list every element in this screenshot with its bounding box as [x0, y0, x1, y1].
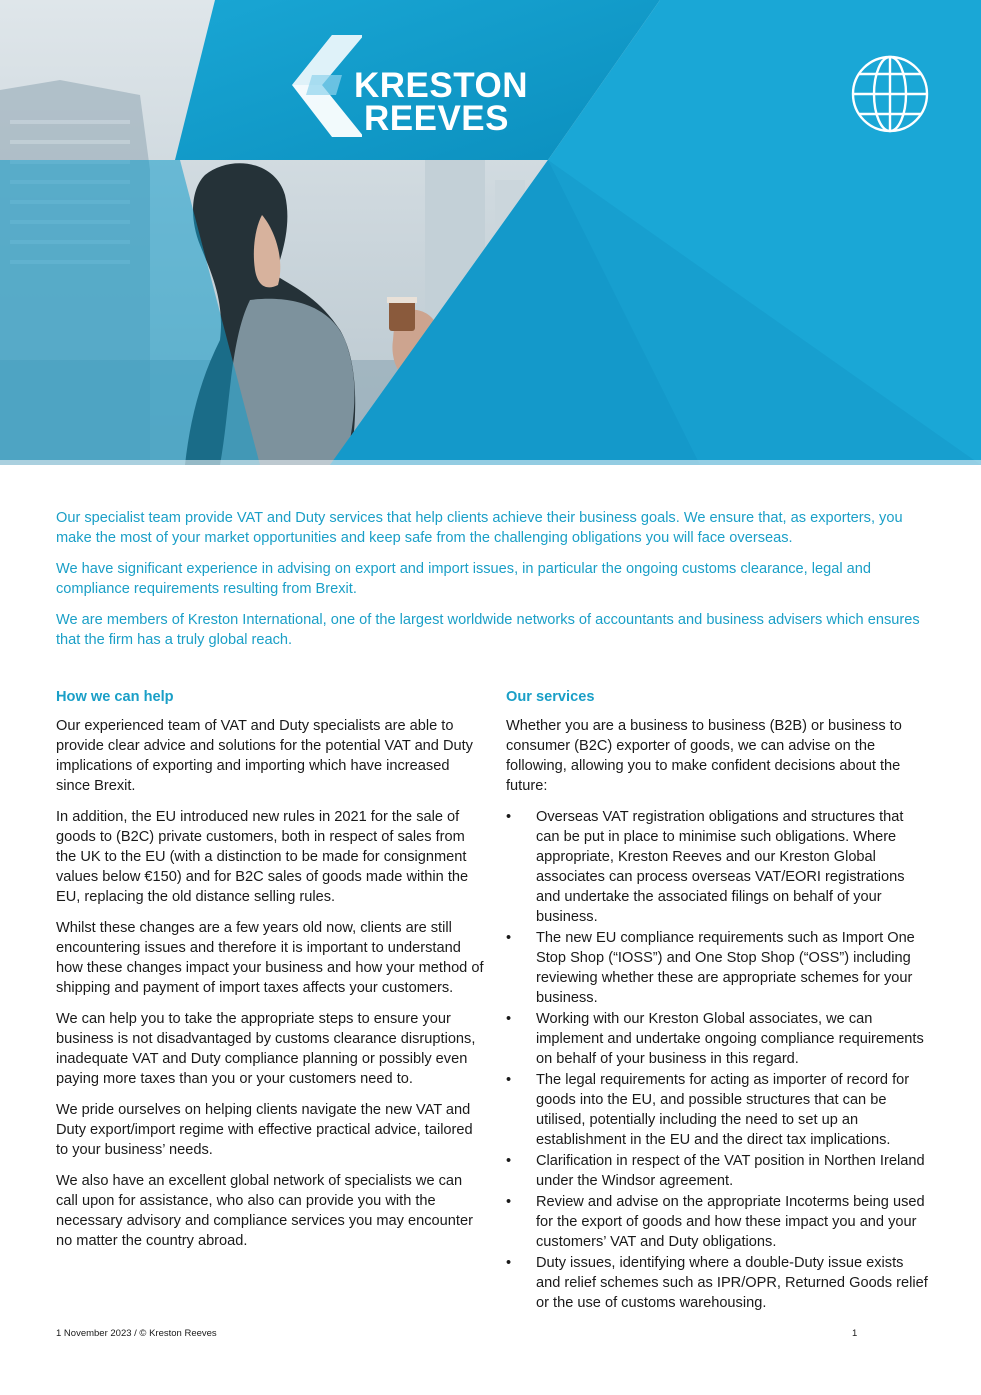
- logo-word-reeves: REEVES: [364, 99, 509, 138]
- list-item-text: Overseas VAT registration obligations and structures that can be put in place to minimise such obligations. Where appropriate, Kreston Reeves and our Kreston Global associates can process overseas VAT/EORI registrations and undertake the associated filings on behalf of your business.: [536, 809, 905, 925]
- our-services-heading: Our services: [506, 689, 595, 705]
- bullet-icon: •: [506, 1011, 512, 1027]
- intro-paragraph: We have significant experience in advising on export and import issues, in particular the ongoing customs clearance, legal and compliance requirements resulting from Brexit.: [56, 561, 872, 597]
- bullet-icon: •: [506, 1072, 512, 1088]
- list-item-text: The legal requirements for acting as importer of record for goods into the EU, and possible structures that can be utilised, potentially including the need to set up an establishment in the EU and the direct tax implications.: [536, 1072, 910, 1148]
- body-paragraph: In addition, the EU introduced new rules in 2021 for the sale of goods to (B2C) private customers, both in respect of sales from the UK to the EU (with a distinction to be made for consignment values below €150) and for B2C sales of goods made within the EU, replacing the old distance selling rules.: [56, 809, 469, 905]
- bullet-icon: •: [506, 1255, 512, 1271]
- list-item-text: The new EU compliance requirements such as Import One Stop Shop (“IOSS”) and One Stop Shop (“OSS”) including reviewing whether these are appropriate schemes for your business.: [536, 930, 915, 1006]
- list-item-text: Review and advise on the appropriate Incoterms being used for the export of goods and how these impact you and your customers’ VAT and Duty obligations.: [536, 1194, 925, 1250]
- bullet-icon: •: [506, 1194, 512, 1210]
- list-item: [506, 1009, 931, 1069]
- list-item: [506, 1070, 931, 1150]
- list-item-text: Clarification in respect of the VAT position in Northen Ireland under the Windsor agreement.: [536, 1153, 925, 1189]
- how-we-can-help-heading: How we can help: [56, 689, 174, 705]
- list-item: [506, 1253, 931, 1313]
- kreston-reeves-logo: [292, 35, 532, 137]
- list-item: [506, 1151, 931, 1191]
- hero-banner: [0, 0, 981, 465]
- list-item: [506, 807, 931, 927]
- list-item-text: Working with our Kreston Global associates, we can implement and undertake ongoing compliance requirements on behalf of your business in this regard.: [536, 1011, 924, 1067]
- our-services-section: [506, 687, 931, 1314]
- body-paragraph: We pride ourselves on helping clients navigate the new VAT and Duty export/import regime with effective practical advice, tailored to your business’ needs.: [56, 1102, 473, 1158]
- body-paragraph: We can help you to take the appropriate steps to ensure your business is not disadvantaged by customs clearance disruptions, inadequate VAT and Duty compliance planning or possibly even paying more taxes than you or your customers need to.: [56, 1011, 476, 1087]
- globe-icon: [850, 54, 930, 134]
- list-item-text: Duty issues, identifying where a double-Duty issue exists and relief schemes such as IPR/OPR, Returned Goods relief or the use of customs warehousing.: [536, 1255, 928, 1311]
- services-list: [506, 807, 931, 1313]
- bullet-icon: •: [506, 809, 512, 825]
- services-intro: Whether you are a business to business (B2B) or business to consumer (B2C) exporter of goods, we can advise on the following, allowing you to make confident decisions about the future:: [506, 718, 902, 794]
- intro-paragraph: Our specialist team provide VAT and Duty services that help clients achieve their business goals. We ensure that, as exporters, you make the most of your market opportunities and keep safe from the challenging obligations you will face overseas.: [56, 510, 903, 546]
- page-number: 1: [852, 1328, 858, 1339]
- list-item: [506, 928, 931, 1008]
- intro-paragraph: We are members of Kreston International, one of the largest worldwide networks of accountants and business advisers which ensures that the firm has a truly global reach.: [56, 612, 920, 648]
- body-paragraph: Whilst these changes are a few years old now, clients are still encountering issues and therefore it is important to understand how these changes impact your business and how your method of shipping and payment of import taxes affects your customers.: [56, 920, 484, 996]
- intro-section: [56, 508, 924, 661]
- body-paragraph: Our experienced team of VAT and Duty specialists are able to provide clear advice and solutions for the potential VAT and Duty implications of exporting and importing which have increased since Brexit.: [56, 718, 473, 794]
- bullet-icon: •: [506, 930, 512, 946]
- bullet-icon: •: [506, 1153, 512, 1169]
- list-item: [506, 1192, 931, 1252]
- logo-mark-icon: [292, 35, 362, 137]
- body-paragraph: We also have an excellent global network of specialists we can call upon for assistance, who also can provide you with the necessary advisory and compliance services you may encounter no matter the country abroad.: [56, 1173, 473, 1249]
- logo-word-kreston: KRESTON: [354, 66, 528, 105]
- footer-date-copyright: 1 November 2023 / © Kreston Reeves: [56, 1328, 217, 1339]
- how-we-can-help-section: [56, 687, 484, 1262]
